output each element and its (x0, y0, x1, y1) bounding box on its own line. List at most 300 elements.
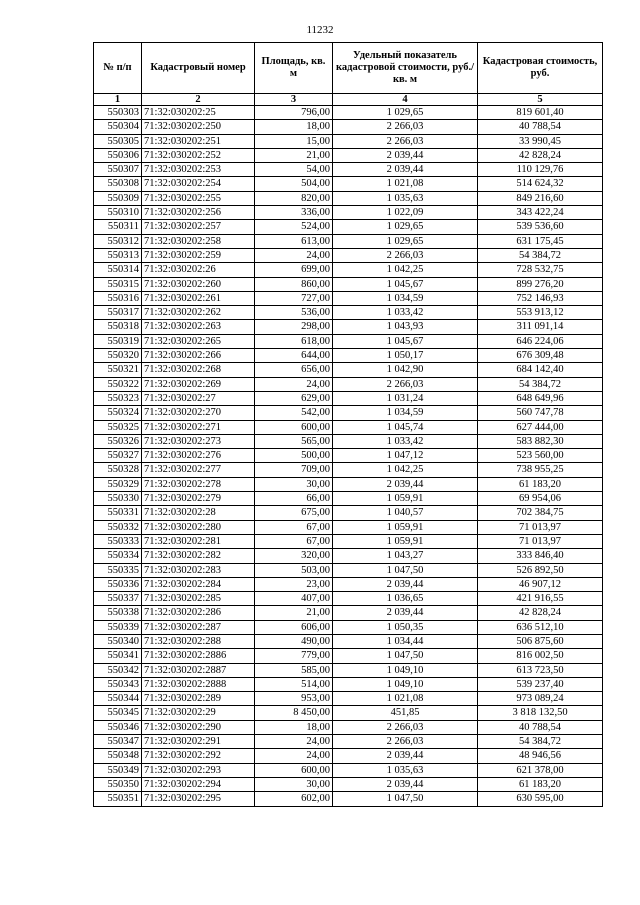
area-cell: 67,00 (255, 534, 333, 548)
rate-cell: 1 033,42 (333, 434, 478, 448)
area-cell: 727,00 (255, 291, 333, 305)
row-number-cell: 550320 (94, 349, 142, 363)
header-num: № п/п (94, 43, 142, 94)
table-row (94, 534, 603, 548)
table-row (94, 677, 603, 691)
cost-cell: 69 954,06 (478, 492, 603, 506)
cost-cell: 40 788,54 (478, 720, 603, 734)
row-number-cell: 550339 (94, 620, 142, 634)
table-row (94, 577, 603, 591)
table-row (94, 592, 603, 606)
rate-cell: 1 059,91 (333, 492, 478, 506)
cadastral-number-cell: 71:32:030202:269 (142, 377, 255, 391)
rate-cell: 1 059,91 (333, 520, 478, 534)
cadastral-number-cell: 71:32:030202:290 (142, 720, 255, 734)
cadastral-number-cell: 71:32:030202:282 (142, 549, 255, 563)
row-number-cell: 550349 (94, 763, 142, 777)
row-number-cell: 550305 (94, 134, 142, 148)
table-row (94, 320, 603, 334)
cadastral-number-cell: 71:32:030202:252 (142, 148, 255, 162)
cost-cell: 646 224,06 (478, 334, 603, 348)
cadastral-number-cell: 71:32:030202:258 (142, 234, 255, 248)
rate-cell: 1 047,50 (333, 649, 478, 663)
row-number-cell: 550334 (94, 549, 142, 563)
row-number-cell: 550322 (94, 377, 142, 391)
row-number-cell: 550328 (94, 463, 142, 477)
cost-cell: 539 536,60 (478, 220, 603, 234)
header-rate: Удельный показатель кадастровой стоимости, руб./кв. м (333, 43, 478, 94)
row-number-cell: 550348 (94, 749, 142, 763)
cadastral-number-cell: 71:32:030202:259 (142, 248, 255, 262)
cadastral-number-cell: 71:32:030202:285 (142, 592, 255, 606)
cost-cell: 819 601,40 (478, 106, 603, 120)
row-number-cell: 550336 (94, 577, 142, 591)
cost-cell: 42 828,24 (478, 606, 603, 620)
table-row (94, 134, 603, 148)
cost-cell: 899 276,20 (478, 277, 603, 291)
area-cell: 15,00 (255, 134, 333, 148)
area-cell: 24,00 (255, 248, 333, 262)
row-number-cell: 550323 (94, 391, 142, 405)
rate-cell: 1 049,10 (333, 677, 478, 691)
table-row (94, 148, 603, 162)
area-cell: 585,00 (255, 663, 333, 677)
area-cell: 320,00 (255, 549, 333, 563)
rate-cell: 1 045,74 (333, 420, 478, 434)
row-number-cell: 550345 (94, 706, 142, 720)
cost-cell: 728 532,75 (478, 263, 603, 277)
cost-cell: 630 595,00 (478, 792, 603, 806)
table-row (94, 477, 603, 491)
area-cell: 524,00 (255, 220, 333, 234)
table-row (94, 649, 603, 663)
rate-cell: 451,85 (333, 706, 478, 720)
cost-cell: 627 444,00 (478, 420, 603, 434)
table-row (94, 106, 603, 120)
rate-cell: 1 034,59 (333, 406, 478, 420)
row-number-cell: 550327 (94, 449, 142, 463)
cost-cell: 343 422,24 (478, 206, 603, 220)
table-row (94, 620, 603, 634)
row-number-cell: 550308 (94, 177, 142, 191)
cost-cell: 621 378,00 (478, 763, 603, 777)
cost-cell: 523 560,00 (478, 449, 603, 463)
rate-cell: 1 047,50 (333, 563, 478, 577)
area-cell: 21,00 (255, 148, 333, 162)
table-row (94, 449, 603, 463)
row-number-cell: 550346 (94, 720, 142, 734)
area-cell: 796,00 (255, 106, 333, 120)
area-cell: 606,00 (255, 620, 333, 634)
row-number-cell: 550310 (94, 206, 142, 220)
row-number-cell: 550333 (94, 534, 142, 548)
rate-cell: 2 266,03 (333, 134, 478, 148)
rate-cell: 1 029,65 (333, 234, 478, 248)
table-row (94, 234, 603, 248)
area-cell: 602,00 (255, 792, 333, 806)
cadastral-number-cell: 71:32:030202:286 (142, 606, 255, 620)
rate-cell: 1 021,08 (333, 692, 478, 706)
cadastral-number-cell: 71:32:030202:25 (142, 106, 255, 120)
row-number-cell: 550311 (94, 220, 142, 234)
cadastral-number-cell: 71:32:030202:251 (142, 134, 255, 148)
area-cell: 67,00 (255, 520, 333, 534)
row-number-cell: 550342 (94, 663, 142, 677)
table-row (94, 706, 603, 720)
row-number-cell: 550316 (94, 291, 142, 305)
rate-cell: 1 034,44 (333, 634, 478, 648)
rate-cell: 2 039,44 (333, 477, 478, 491)
cadastral-number-cell: 71:32:030202:263 (142, 320, 255, 334)
row-number-cell: 550303 (94, 106, 142, 120)
rate-cell: 2 039,44 (333, 577, 478, 591)
area-cell: 24,00 (255, 735, 333, 749)
table-header (94, 43, 603, 106)
cadastral-value-table (93, 42, 603, 807)
row-number-cell: 550324 (94, 406, 142, 420)
rate-cell: 2 039,44 (333, 148, 478, 162)
area-cell: 500,00 (255, 449, 333, 463)
cost-cell: 3 818 132,50 (478, 706, 603, 720)
rate-cell: 2 266,03 (333, 735, 478, 749)
cadastral-number-cell: 71:32:030202:254 (142, 177, 255, 191)
row-number-cell: 550313 (94, 248, 142, 262)
area-cell: 542,00 (255, 406, 333, 420)
rate-cell: 1 042,90 (333, 363, 478, 377)
page-number: 11232 (306, 24, 334, 36)
area-cell: 54,00 (255, 163, 333, 177)
header-row (94, 43, 603, 94)
table-row (94, 663, 603, 677)
row-number-cell: 550321 (94, 363, 142, 377)
rate-cell: 1 047,50 (333, 792, 478, 806)
cost-cell: 421 916,55 (478, 592, 603, 606)
cost-cell: 738 955,25 (478, 463, 603, 477)
table-row (94, 277, 603, 291)
cadastral-number-cell: 71:32:030202:253 (142, 163, 255, 177)
cost-cell: 110 129,76 (478, 163, 603, 177)
row-number-cell: 550329 (94, 477, 142, 491)
rate-cell: 1 029,65 (333, 220, 478, 234)
cost-cell: 506 875,60 (478, 634, 603, 648)
table-row (94, 634, 603, 648)
table-row (94, 434, 603, 448)
rate-cell: 1 031,24 (333, 391, 478, 405)
cost-cell: 684 142,40 (478, 363, 603, 377)
rate-cell: 1 047,12 (333, 449, 478, 463)
area-cell: 644,00 (255, 349, 333, 363)
row-number-cell: 550340 (94, 634, 142, 648)
area-cell: 18,00 (255, 120, 333, 134)
cadastral-number-cell: 71:32:030202:291 (142, 735, 255, 749)
table-row (94, 549, 603, 563)
column-number: 1 (94, 94, 142, 106)
table-body (94, 106, 603, 807)
area-cell: 656,00 (255, 363, 333, 377)
area-cell: 30,00 (255, 477, 333, 491)
row-number-cell: 550338 (94, 606, 142, 620)
rate-cell: 1 035,63 (333, 763, 478, 777)
rate-cell: 1 029,65 (333, 106, 478, 120)
table-row (94, 248, 603, 262)
cadastral-number-cell: 71:32:030202:294 (142, 777, 255, 791)
cadastral-number-cell: 71:32:030202:2887 (142, 663, 255, 677)
area-cell: 536,00 (255, 306, 333, 320)
cost-cell: 46 907,12 (478, 577, 603, 591)
column-number: 2 (142, 94, 255, 106)
table-row (94, 735, 603, 749)
cost-cell: 71 013,97 (478, 520, 603, 534)
cadastral-number-cell: 71:32:030202:261 (142, 291, 255, 305)
cadastral-number-cell: 71:32:030202:256 (142, 206, 255, 220)
area-cell: 779,00 (255, 649, 333, 663)
cadastral-number-cell: 71:32:030202:257 (142, 220, 255, 234)
cost-cell: 583 882,30 (478, 434, 603, 448)
cadastral-number-cell: 71:32:030202:271 (142, 420, 255, 434)
cadastral-number-cell: 71:32:030202:289 (142, 692, 255, 706)
area-cell: 336,00 (255, 206, 333, 220)
area-cell: 699,00 (255, 263, 333, 277)
row-number-cell: 550331 (94, 506, 142, 520)
column-number: 3 (255, 94, 333, 106)
row-number-cell: 550337 (94, 592, 142, 606)
cadastral-number-cell: 71:32:030202:273 (142, 434, 255, 448)
area-cell: 24,00 (255, 749, 333, 763)
cadastral-number-cell: 71:32:030202:287 (142, 620, 255, 634)
column-number-row (94, 94, 603, 106)
rate-cell: 2 266,03 (333, 120, 478, 134)
table-row (94, 163, 603, 177)
cost-cell: 48 946,56 (478, 749, 603, 763)
table-row (94, 363, 603, 377)
cadastral-number-cell: 71:32:030202:29 (142, 706, 255, 720)
table-row (94, 492, 603, 506)
area-cell: 514,00 (255, 677, 333, 691)
table-row (94, 463, 603, 477)
cost-cell: 849 216,60 (478, 191, 603, 205)
rate-cell: 2 039,44 (333, 777, 478, 791)
cadastral-number-cell: 71:32:030202:284 (142, 577, 255, 591)
cadastral-number-cell: 71:32:030202:278 (142, 477, 255, 491)
row-number-cell: 550344 (94, 692, 142, 706)
cost-cell: 333 846,40 (478, 549, 603, 563)
table-row (94, 792, 603, 806)
area-cell: 613,00 (255, 234, 333, 248)
table-row (94, 206, 603, 220)
table-row (94, 177, 603, 191)
cost-cell: 676 309,48 (478, 349, 603, 363)
cadastral-number-cell: 71:32:030202:250 (142, 120, 255, 134)
area-cell: 503,00 (255, 563, 333, 577)
cadastral-number-cell: 71:32:030202:262 (142, 306, 255, 320)
area-cell: 565,00 (255, 434, 333, 448)
cost-cell: 61 183,20 (478, 477, 603, 491)
cost-cell: 631 175,45 (478, 234, 603, 248)
header-area: Площадь, кв. м (255, 43, 333, 94)
cadastral-number-cell: 71:32:030202:288 (142, 634, 255, 648)
area-cell: 298,00 (255, 320, 333, 334)
rate-cell: 1 050,35 (333, 620, 478, 634)
cost-cell: 539 237,40 (478, 677, 603, 691)
row-number-cell: 550325 (94, 420, 142, 434)
table-row (94, 749, 603, 763)
area-cell: 504,00 (255, 177, 333, 191)
row-number-cell: 550306 (94, 148, 142, 162)
table-row (94, 220, 603, 234)
rate-cell: 1 042,25 (333, 463, 478, 477)
table-row (94, 720, 603, 734)
cost-cell: 816 002,50 (478, 649, 603, 663)
area-cell: 30,00 (255, 777, 333, 791)
area-cell: 24,00 (255, 377, 333, 391)
cadastral-number-cell: 71:32:030202:293 (142, 763, 255, 777)
cadastral-number-cell: 71:32:030202:276 (142, 449, 255, 463)
rate-cell: 1 043,27 (333, 549, 478, 563)
cost-cell: 613 723,50 (478, 663, 603, 677)
cost-cell: 648 649,96 (478, 391, 603, 405)
rate-cell: 1 021,08 (333, 177, 478, 191)
table-row (94, 520, 603, 534)
area-cell: 860,00 (255, 277, 333, 291)
row-number-cell: 550307 (94, 163, 142, 177)
cost-cell: 71 013,97 (478, 534, 603, 548)
rate-cell: 2 266,03 (333, 248, 478, 262)
cadastral-number-cell: 71:32:030202:260 (142, 277, 255, 291)
cost-cell: 54 384,72 (478, 735, 603, 749)
cadastral-number-cell: 71:32:030202:265 (142, 334, 255, 348)
area-cell: 953,00 (255, 692, 333, 706)
table-row (94, 777, 603, 791)
row-number-cell: 550315 (94, 277, 142, 291)
cadastral-number-cell: 71:32:030202:292 (142, 749, 255, 763)
table-row (94, 506, 603, 520)
row-number-cell: 550317 (94, 306, 142, 320)
cadastral-number-cell: 71:32:030202:283 (142, 563, 255, 577)
row-number-cell: 550350 (94, 777, 142, 791)
cadastral-number-cell: 71:32:030202:270 (142, 406, 255, 420)
cost-cell: 560 747,78 (478, 406, 603, 420)
area-cell: 600,00 (255, 763, 333, 777)
column-number: 4 (333, 94, 478, 106)
table-row (94, 763, 603, 777)
cost-cell: 752 146,93 (478, 291, 603, 305)
cadastral-number-cell: 71:32:030202:266 (142, 349, 255, 363)
cadastral-number-cell: 71:32:030202:28 (142, 506, 255, 520)
cadastral-number-cell: 71:32:030202:2888 (142, 677, 255, 691)
cadastral-number-cell: 71:32:030202:281 (142, 534, 255, 548)
cost-cell: 40 788,54 (478, 120, 603, 134)
cost-cell: 514 624,32 (478, 177, 603, 191)
row-number-cell: 550318 (94, 320, 142, 334)
rate-cell: 1 040,57 (333, 506, 478, 520)
cadastral-number-cell: 71:32:030202:255 (142, 191, 255, 205)
table-row (94, 692, 603, 706)
area-cell: 8 450,00 (255, 706, 333, 720)
table-row (94, 263, 603, 277)
row-number-cell: 550304 (94, 120, 142, 134)
area-cell: 21,00 (255, 606, 333, 620)
row-number-cell: 550343 (94, 677, 142, 691)
cost-cell: 54 384,72 (478, 377, 603, 391)
row-number-cell: 550347 (94, 735, 142, 749)
table-row (94, 191, 603, 205)
rate-cell: 2 266,03 (333, 377, 478, 391)
rate-cell: 1 022,09 (333, 206, 478, 220)
cost-cell: 973 089,24 (478, 692, 603, 706)
table-row (94, 391, 603, 405)
row-number-cell: 550332 (94, 520, 142, 534)
area-cell: 23,00 (255, 577, 333, 591)
cost-cell: 311 091,14 (478, 320, 603, 334)
table-row (94, 291, 603, 305)
cost-cell: 636 512,10 (478, 620, 603, 634)
row-number-cell: 550335 (94, 563, 142, 577)
cost-cell: 526 892,50 (478, 563, 603, 577)
area-cell: 407,00 (255, 592, 333, 606)
row-number-cell: 550309 (94, 191, 142, 205)
cost-cell: 61 183,20 (478, 777, 603, 791)
rate-cell: 2 039,44 (333, 163, 478, 177)
cost-cell: 33 990,45 (478, 134, 603, 148)
row-number-cell: 550326 (94, 434, 142, 448)
area-cell: 709,00 (255, 463, 333, 477)
rate-cell: 1 059,91 (333, 534, 478, 548)
cadastral-number-cell: 71:32:030202:277 (142, 463, 255, 477)
rate-cell: 1 034,59 (333, 291, 478, 305)
row-number-cell: 550330 (94, 492, 142, 506)
cadastral-number-cell: 71:32:030202:268 (142, 363, 255, 377)
rate-cell: 1 035,63 (333, 191, 478, 205)
rate-cell: 2 039,44 (333, 606, 478, 620)
table-row (94, 377, 603, 391)
cost-cell: 54 384,72 (478, 248, 603, 262)
area-cell: 675,00 (255, 506, 333, 520)
rate-cell: 1 045,67 (333, 277, 478, 291)
table-row (94, 349, 603, 363)
rate-cell: 1 043,93 (333, 320, 478, 334)
cadastral-number-cell: 71:32:030202:27 (142, 391, 255, 405)
area-cell: 820,00 (255, 191, 333, 205)
cost-cell: 42 828,24 (478, 148, 603, 162)
cadastral-number-cell: 71:32:030202:295 (142, 792, 255, 806)
table-row (94, 420, 603, 434)
area-cell: 629,00 (255, 391, 333, 405)
rate-cell: 1 042,25 (333, 263, 478, 277)
table-row (94, 334, 603, 348)
area-cell: 490,00 (255, 634, 333, 648)
rate-cell: 1 033,42 (333, 306, 478, 320)
rate-cell: 2 039,44 (333, 749, 478, 763)
row-number-cell: 550341 (94, 649, 142, 663)
row-number-cell: 550319 (94, 334, 142, 348)
header-cost: Кадастровая стоимость, руб. (478, 43, 603, 94)
rate-cell: 2 266,03 (333, 720, 478, 734)
rate-cell: 1 049,10 (333, 663, 478, 677)
rate-cell: 1 050,17 (333, 349, 478, 363)
area-cell: 600,00 (255, 420, 333, 434)
area-cell: 18,00 (255, 720, 333, 734)
area-cell: 66,00 (255, 492, 333, 506)
cost-cell: 702 384,75 (478, 506, 603, 520)
table-row (94, 606, 603, 620)
header-cadastral-number: Кадастровый номер (142, 43, 255, 94)
table-row (94, 120, 603, 134)
rate-cell: 1 036,65 (333, 592, 478, 606)
rate-cell: 1 045,67 (333, 334, 478, 348)
row-number-cell: 550351 (94, 792, 142, 806)
table-row (94, 563, 603, 577)
table-row (94, 306, 603, 320)
